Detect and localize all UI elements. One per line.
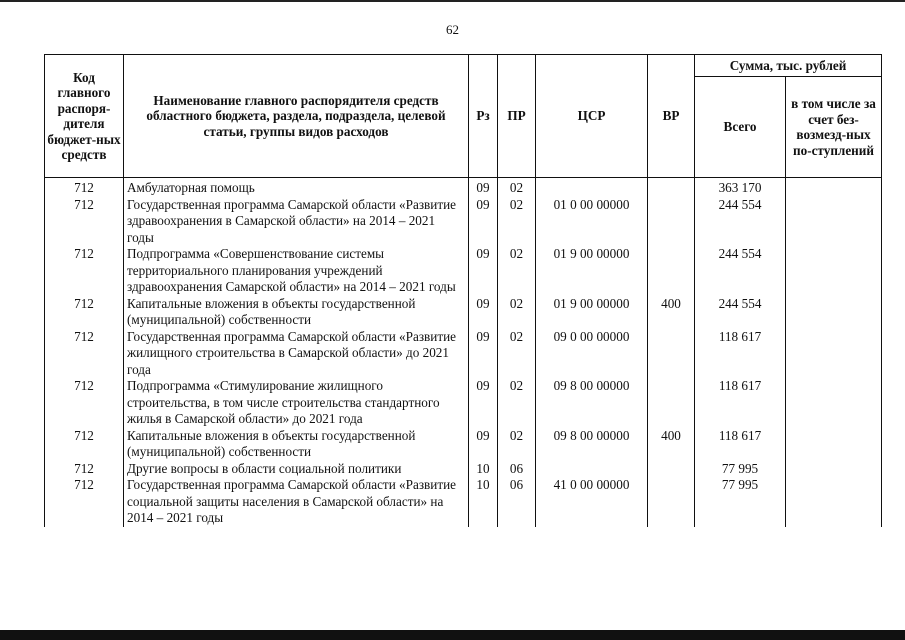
cell-free bbox=[786, 378, 882, 428]
cell-csr: 01 9 00 00000 bbox=[536, 296, 648, 329]
cell-name: Амбулаторная помощь bbox=[124, 178, 469, 197]
cell-free bbox=[786, 428, 882, 461]
cell-pr: 02 bbox=[498, 296, 536, 329]
cell-rz: 10 bbox=[469, 461, 498, 478]
cell-pr: 06 bbox=[498, 477, 536, 527]
cell-total: 244 554 bbox=[695, 197, 786, 247]
cell-total: 118 617 bbox=[695, 428, 786, 461]
cell-name: Государственная программа Самарской области «Развитие социальной защиты населения в Самарской области» на 2014 – 2021 годы bbox=[124, 477, 469, 527]
cell-csr: 01 0 00 00000 bbox=[536, 197, 648, 247]
cell-vr bbox=[648, 461, 695, 478]
cell-csr: 01 9 00 00000 bbox=[536, 246, 648, 296]
cell-rz: 09 bbox=[469, 296, 498, 329]
cell-pr: 02 bbox=[498, 246, 536, 296]
cell-vr bbox=[648, 477, 695, 527]
cell-code: 712 bbox=[45, 246, 124, 296]
header-total: Всего bbox=[695, 77, 786, 178]
page-number: 62 bbox=[446, 22, 459, 37]
cell-vr bbox=[648, 197, 695, 247]
header-code: Код главного распоря-дителя бюджет-ных средств bbox=[45, 55, 124, 178]
table-row bbox=[45, 329, 882, 379]
header-sum: Сумма, тыс. рублей bbox=[695, 55, 882, 77]
cell-rz: 09 bbox=[469, 197, 498, 247]
cell-code: 712 bbox=[45, 329, 124, 379]
cell-csr: 09 8 00 00000 bbox=[536, 428, 648, 461]
cell-name: Государственная программа Самарской области «Развитие здравоохранения в Самарской области» на 2014 – 2021 годы bbox=[124, 197, 469, 247]
cell-free bbox=[786, 197, 882, 247]
cell-rz: 09 bbox=[469, 428, 498, 461]
cell-code: 712 bbox=[45, 461, 124, 478]
cell-name: Капитальные вложения в объекты государственной (муниципальной) собственности bbox=[124, 428, 469, 461]
cell-total: 118 617 bbox=[695, 378, 786, 428]
header-pr: ПР bbox=[498, 55, 536, 178]
table-row bbox=[45, 178, 882, 197]
cell-vr bbox=[648, 329, 695, 379]
cell-pr: 02 bbox=[498, 197, 536, 247]
cell-rz: 09 bbox=[469, 329, 498, 379]
cell-csr: 09 0 00 00000 bbox=[536, 329, 648, 379]
cell-vr bbox=[648, 246, 695, 296]
cell-vr: 400 bbox=[648, 296, 695, 329]
budget-table bbox=[44, 54, 882, 527]
cell-pr: 02 bbox=[498, 378, 536, 428]
header-vr: ВР bbox=[648, 55, 695, 178]
cell-total: 244 554 bbox=[695, 246, 786, 296]
table-row bbox=[45, 197, 882, 247]
cell-rz: 09 bbox=[469, 378, 498, 428]
table-row bbox=[45, 428, 882, 461]
cell-pr: 02 bbox=[498, 178, 536, 197]
cell-code: 712 bbox=[45, 296, 124, 329]
cell-free bbox=[786, 296, 882, 329]
cell-total: 118 617 bbox=[695, 329, 786, 379]
cell-free bbox=[786, 461, 882, 478]
cell-total: 77 995 bbox=[695, 477, 786, 527]
cell-code: 712 bbox=[45, 477, 124, 527]
table-row bbox=[45, 461, 882, 478]
header-name: Наименование главного распорядителя средств областного бюджета, раздела, подраздела, целевой статьи, группы видов расходов bbox=[124, 55, 469, 178]
cell-pr: 02 bbox=[498, 329, 536, 379]
cell-csr: 41 0 00 00000 bbox=[536, 477, 648, 527]
cell-total: 244 554 bbox=[695, 296, 786, 329]
table-row bbox=[45, 246, 882, 296]
table-row bbox=[45, 378, 882, 428]
cell-free bbox=[786, 178, 882, 197]
cell-pr: 06 bbox=[498, 461, 536, 478]
cell-code: 712 bbox=[45, 378, 124, 428]
cell-vr bbox=[648, 178, 695, 197]
cell-vr: 400 bbox=[648, 428, 695, 461]
cell-free bbox=[786, 246, 882, 296]
cell-code: 712 bbox=[45, 197, 124, 247]
cell-csr: 09 8 00 00000 bbox=[536, 378, 648, 428]
table-row bbox=[45, 296, 882, 329]
cell-name: Подпрограмма «Совершенствование системы территориального планирования учреждений здравоохранения Самарской области» на 2014 – 2021 годы bbox=[124, 246, 469, 296]
cell-rz: 10 bbox=[469, 477, 498, 527]
header-csr: ЦСР bbox=[536, 55, 648, 178]
cell-code: 712 bbox=[45, 178, 124, 197]
cell-name: Подпрограмма «Стимулирование жилищного строительства, в том числе строительства стандартного жилья в Самарской области» до 2021 года bbox=[124, 378, 469, 428]
header-free: в том числе за счет без-возмезд-ных по-ступлений bbox=[786, 77, 882, 178]
cell-free bbox=[786, 329, 882, 379]
cell-csr bbox=[536, 178, 648, 197]
header-rz: Рз bbox=[469, 55, 498, 178]
cell-name: Государственная программа Самарской области «Развитие жилищного строительства в Самарской области» до 2021 года bbox=[124, 329, 469, 379]
cell-total: 363 170 bbox=[695, 178, 786, 197]
cell-rz: 09 bbox=[469, 178, 498, 197]
table-body bbox=[45, 178, 882, 527]
cell-vr bbox=[648, 378, 695, 428]
cell-name: Другие вопросы в области социальной политики bbox=[124, 461, 469, 478]
cell-free bbox=[786, 477, 882, 527]
cell-total: 77 995 bbox=[695, 461, 786, 478]
cell-code: 712 bbox=[45, 428, 124, 461]
bottom-border bbox=[0, 630, 905, 640]
cell-csr bbox=[536, 461, 648, 478]
top-border bbox=[0, 0, 905, 2]
table-row bbox=[45, 477, 882, 527]
cell-pr: 02 bbox=[498, 428, 536, 461]
cell-name: Капитальные вложения в объекты государственной (муниципальной) собственности bbox=[124, 296, 469, 329]
cell-rz: 09 bbox=[469, 246, 498, 296]
